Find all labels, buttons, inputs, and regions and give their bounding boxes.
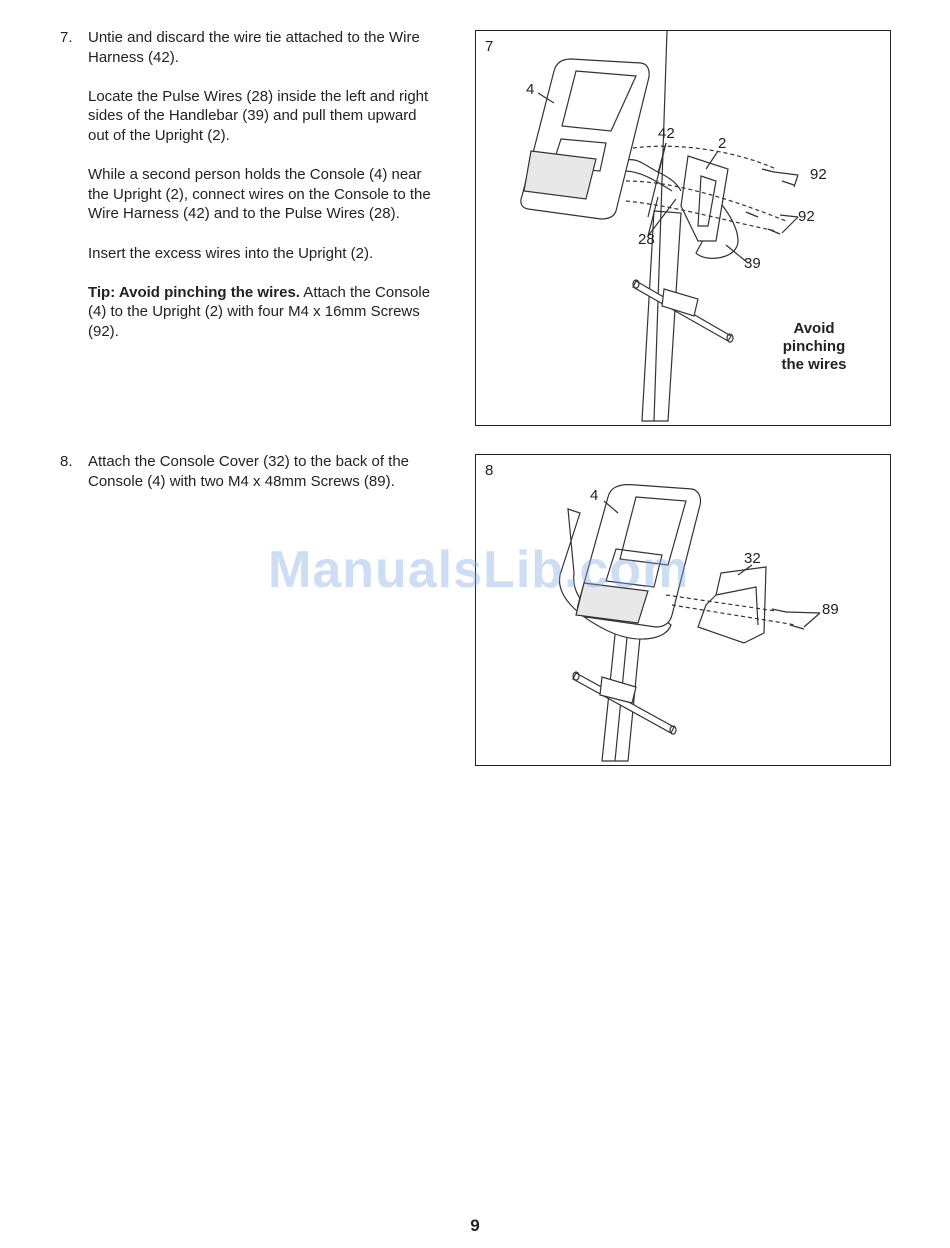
avoid-note-line-3: the wires bbox=[781, 356, 847, 373]
page-number: 9 bbox=[470, 1216, 480, 1235]
step-7-paragraph-2: Locate the Pulse Wires (28) inside the left and right sides of the Handlebar (39) and pull them upward out of the Upright (2). bbox=[88, 87, 429, 144]
step-8-paragraph-1: Attach the Console Cover (32) to the back of the Console (4) with two M4 x 48mm Screws (89). bbox=[88, 453, 410, 490]
callout-screws-89: 89 bbox=[822, 601, 839, 618]
step-7-paragraph-3: While a second person holds the Console (4) near the Upright (2), connect wires on the Console to the Wire Harness (42) and to the Pulse Wires (28). bbox=[88, 166, 431, 223]
figure-8-number: 8 bbox=[485, 462, 494, 479]
step-7-paragraph-5 bbox=[88, 283, 440, 342]
step-7-number: 7. bbox=[60, 29, 73, 46]
step-7-instructions bbox=[60, 28, 440, 342]
callout-pulse-wires-28: 28 bbox=[638, 231, 655, 248]
avoid-note-line-1: Avoid bbox=[793, 320, 835, 337]
watermark: ManualsLib.com bbox=[268, 541, 690, 599]
avoid-note-line-2: pinching bbox=[782, 338, 846, 355]
figure-8 bbox=[475, 454, 891, 766]
step-7-paragraph-4: Insert the excess wires into the Upright (2). bbox=[88, 244, 374, 262]
avoid-pinching-note bbox=[772, 320, 856, 374]
step-7-tip-rest: Attach the Console (4) to the Upright (2) with four M4 x 16mm Screws (92). bbox=[88, 283, 431, 340]
callout-handlebar-39: 39 bbox=[744, 255, 761, 272]
callout-console-4: 4 bbox=[590, 487, 599, 504]
step-7-paragraph-1: Untie and discard the wire tie attached to the Wire Harness (42). bbox=[88, 29, 420, 66]
step-7-tip: Tip: Avoid pinching the wires. bbox=[88, 283, 300, 301]
callout-screws-92-bottom: 92 bbox=[798, 208, 815, 225]
figure-7-number: 7 bbox=[485, 38, 494, 55]
callout-wire-harness-42: 42 bbox=[658, 125, 675, 142]
callout-console-cover-32: 32 bbox=[744, 550, 761, 567]
callout-upright-2: 2 bbox=[718, 135, 727, 152]
figure-7 bbox=[475, 30, 891, 426]
callout-console-4: 4 bbox=[526, 81, 535, 98]
callout-screws-92-top: 92 bbox=[810, 166, 827, 183]
step-8-number: 8. bbox=[60, 453, 73, 470]
step-8-instructions bbox=[60, 452, 440, 491]
